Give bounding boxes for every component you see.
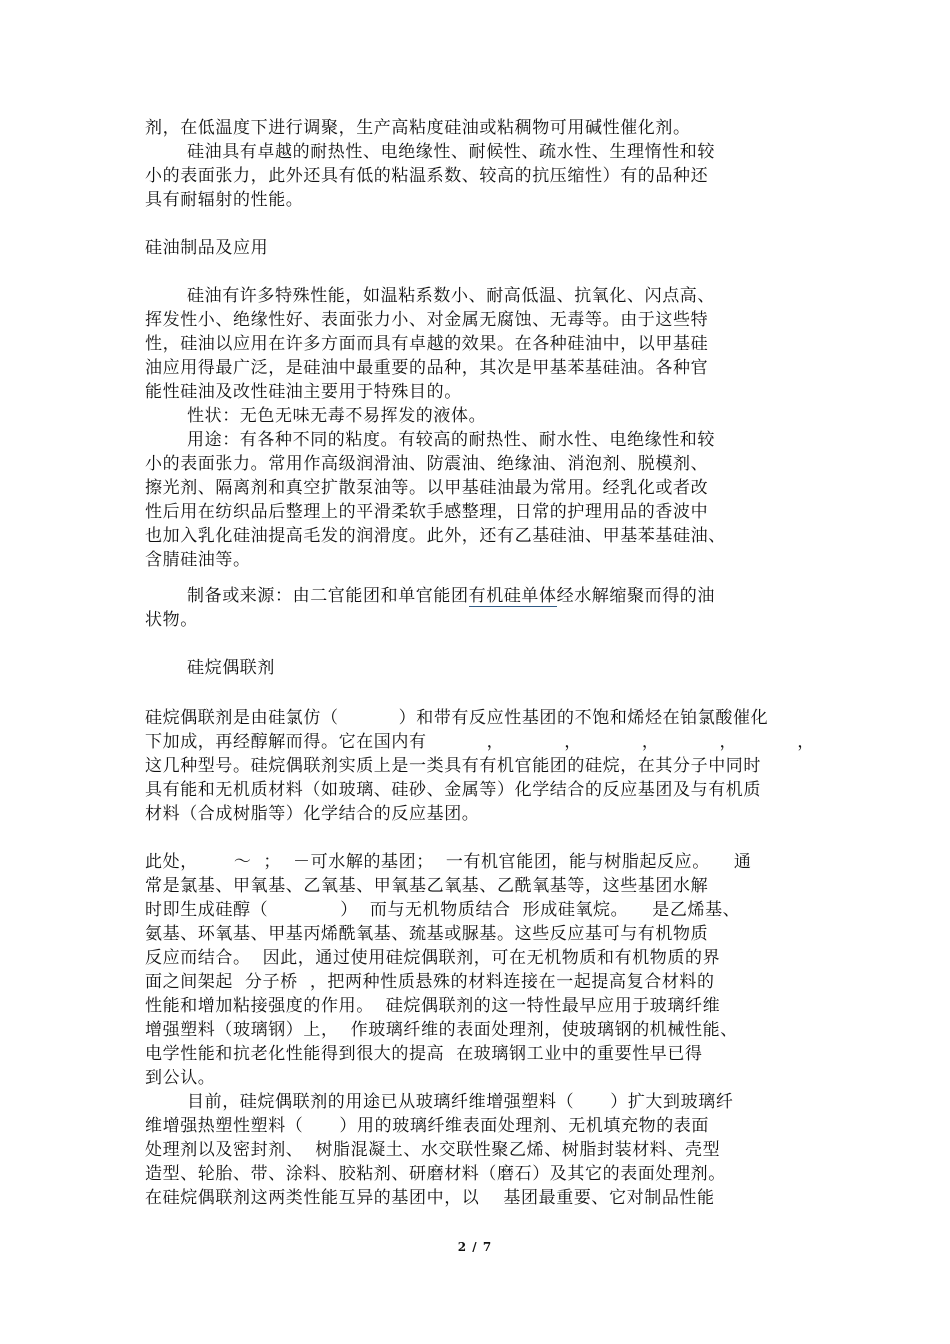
text-line: 擦光剂、隔离剂和真空扩散泵油等。以甲基硅油最为常用。经乳化或者改 [145,478,709,498]
text-line: 具有能和无机质材料（如玻璃、硅砂、金属等）化学结合的反应基团及与有机质 [145,780,761,800]
text-line: 目前，硅烷偶联剂的用途已从玻璃纤维增强塑料（ ）扩大到玻璃纤 [187,1092,734,1112]
text-line: 具有耐辐射的性能。 [145,190,304,210]
text-line: 性状：无色无味无毒不易挥发的液体。 [187,406,487,426]
page-number: 2 / 7 [457,1240,493,1254]
text-line: 这几种型号。硅烷偶联剂实质上是一类具有有机官能团的硅烷，在其分子中同时 [145,756,761,776]
text-line: 反应而结合。 因此，通过使用硅烷偶联剂，可在无机物质和有机物质的界 [145,948,721,968]
text-segment: 制备或来源：由二官能团和单官能团 [187,586,469,606]
text-line: 维增强热塑性塑料（ ）用的玻璃纤维表面处理剂、无机填充物的表面 [145,1116,710,1136]
text-line: 也加入乳化硅油提高毛发的润滑度。此外，还有乙基硅油、甲基苯基硅油、 [145,526,726,546]
text-line: 小的表面张力，此外还具有低的粘温系数、较高的抗压缩性）有的品种还 [145,166,709,186]
section-heading: 硅烷偶联剂 [187,658,275,678]
text-line: 时即生成硅醇（ ） 而与无机物质结合 形成硅氧烷。 是乙烯基、 [145,900,741,920]
text-line: 此处， ～ ； －可水解的基团； 一有机官能团，能与树脂起反应。 通 [145,852,752,872]
text-line: 氨基、环氧基、甲基丙烯酰氧基、巯基或脲基。这些反应基可与有机物质 [145,924,709,944]
text-line: 油应用得最广泛，是硅油中最重要的品种，其次是甲基苯基硅油。各种官 [145,358,709,378]
text-line: 常是氯基、甲氧基、乙氧基、甲氧基乙氧基、乙酰氧基等，这些基团水解 [145,876,709,896]
text-line: 面之间架起 分子桥 ，把两种性质悬殊的材料连接在一起提高复合材料的 [145,972,715,992]
text-line: 用途：有各种不同的粘度。有较高的耐热性、耐水性、电绝缘性和较 [187,430,715,450]
text-line: 小的表面张力。常用作高级润滑油、防震油、绝缘油、消泡剂、脱模剂、 [145,454,709,474]
text-line: 下加成，再经醇解而得。它在国内有 ， ， ， ， ， [145,732,815,752]
text-line: 能性硅油及改性硅油主要用于特殊目的。 [145,382,462,402]
text-line: 剂，在低温度下进行调聚，生产高粘度硅油或粘稠物可用碱性催化剂。 [145,118,691,138]
text-line: 到公认。 [145,1068,216,1088]
text-line: 硅油具有卓越的耐热性、电绝缘性、耐候性、疏水性、生理惰性和较 [187,142,715,162]
text-segment: 经水解缩聚而得的油 [556,586,716,606]
text-line: 硅烷偶联剂是由硅氯仿（ ）和带有反应性基团的不饱和烯烃在铂氯酸催化 [145,708,769,728]
text-line: 造型、轮胎、带、涂料、胶粘剂、研磨材料（磨石）及其它的表面处理剂。 [145,1164,726,1184]
text-line [187,584,715,608]
text-line: 挥发性小、绝缘性好、表面张力小、对金属无腐蚀、无毒等。由于这些特 [145,310,709,330]
text-line: 硅油有许多特殊性能，如温粘系数小、耐高低温、抗氧化、闪点高、 [187,286,715,306]
text-line: 状物。 [145,610,198,630]
linked-term[interactable]: 有机硅单体 [468,586,557,606]
text-line: 性，硅油以应用在许多方面而具有卓越的效果。在各种硅油中，以甲基硅 [145,334,709,354]
text-line: 处理剂以及密封剂、 树脂混凝土、水交联性聚乙烯、树脂封装材料、壳型 [145,1140,721,1160]
text-line: 材料（合成树脂等）化学结合的反应基团。 [145,804,480,824]
section-heading: 硅油制品及应用 [145,238,269,258]
text-line: 电学性能和抗老化性能得到很大的提高 在玻璃钢工业中的重要性早已得 [145,1044,703,1064]
text-line: 在硅烷偶联剂这两类性能互异的基团中，以 基团最重要、它对制品性能 [145,1188,715,1208]
text-line: 性能和增加粘接强度的作用。 硅烷偶联剂的这一特性最早应用于玻璃纤维 [145,996,721,1016]
text-line: 增强塑料（玻璃钢）上， 作玻璃纤维的表面处理剂，使玻璃钢的机械性能、 [145,1020,738,1040]
text-line: 含腈硅油等。 [145,550,251,570]
text-line: 性后用在纺织品后整理上的平滑柔软手感整理，日常的护理用品的香波中 [145,502,709,522]
